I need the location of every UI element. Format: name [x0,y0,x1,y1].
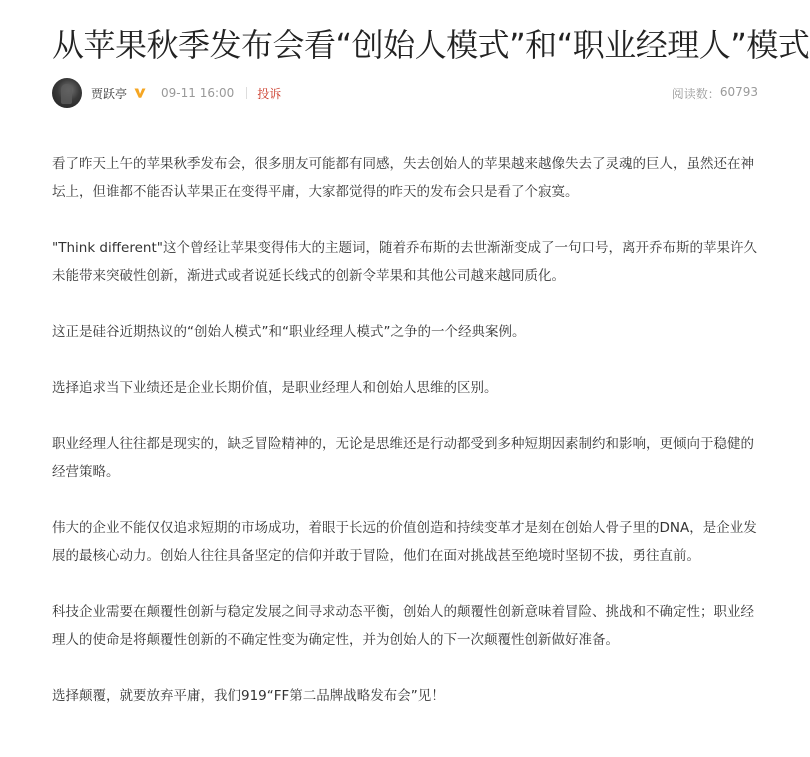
paragraph: 选择颠覆，就要放弃平庸，我们919“FF第二品牌战略发布会”见！ [52,688,445,704]
report-link[interactable]: 投诉 [257,86,282,101]
author-name[interactable]: 贾跃亭 [91,86,128,101]
paragraph: 看了昨天上午的苹果秋季发布会，很多朋友可能都有同感，失去创始人的苹果越来越像失去了灵魂的巨人，虽然还在神坛上，但谁都不能否认苹果正在变得平庸，大家都觉得的昨天的发布会只是看了个寂寞。 [52,156,754,200]
verified-v-icon-svg [133,86,147,100]
meta-divider [246,87,247,99]
paragraph: "Think different"这个曾经让苹果变得伟大的主题词，随着乔布斯的去世渐渐变成了一句口号，离开乔布斯的苹果许久未能带来突破性创新，渐进式或者说延长线式的创新令苹果和其他公司越来越同质化。 [52,240,757,284]
read-count [672,85,758,102]
publish-time: 09-11 16:00 [161,86,235,100]
paragraph: 职业经理人往往都是现实的，缺乏冒险精神的，无论是思维还是行动都受到多种短期因素制约和影响，更倾向于稳健的经营策略。 [52,436,754,480]
article-title: 从苹果秋季发布会看“创始人模式”和“职业经理人”模式 [52,26,810,64]
read-count-value: 60793 [719,84,758,99]
verified-v-icon [133,86,147,100]
author-avatar[interactable] [52,78,82,108]
article-meta [52,78,758,108]
paragraph: 科技企业需要在颠覆性创新与稳定发展之间寻求动态平衡，创始人的颠覆性创新意味着冒险、挑战和不确定性；职业经理人的使命是将颠覆性创新的不确定性变为确定性，并为创始人的下一次颠覆性创新做好准备。 [52,604,754,648]
read-count-label: 阅读数： [671,86,720,101]
paragraph: 伟大的企业不能仅仅追求短期的市场成功，着眼于长远的价值创造和持续变革才是刻在创始人骨子里的DNA，是企业发展的最核心动力。创始人往往具备坚定的信仰并敢于冒险，他们在面对挑战甚至绝境时坚韧不拔，勇往直前。 [52,520,757,564]
paragraph: 选择追求当下业绩还是企业长期价值，是职业经理人和创始人思维的区别。 [52,380,498,396]
article-body [52,150,758,738]
paragraph: 这正是硅谷近期热议的“创始人模式”和“职业经理人模式”之争的一个经典案例。 [52,324,526,340]
